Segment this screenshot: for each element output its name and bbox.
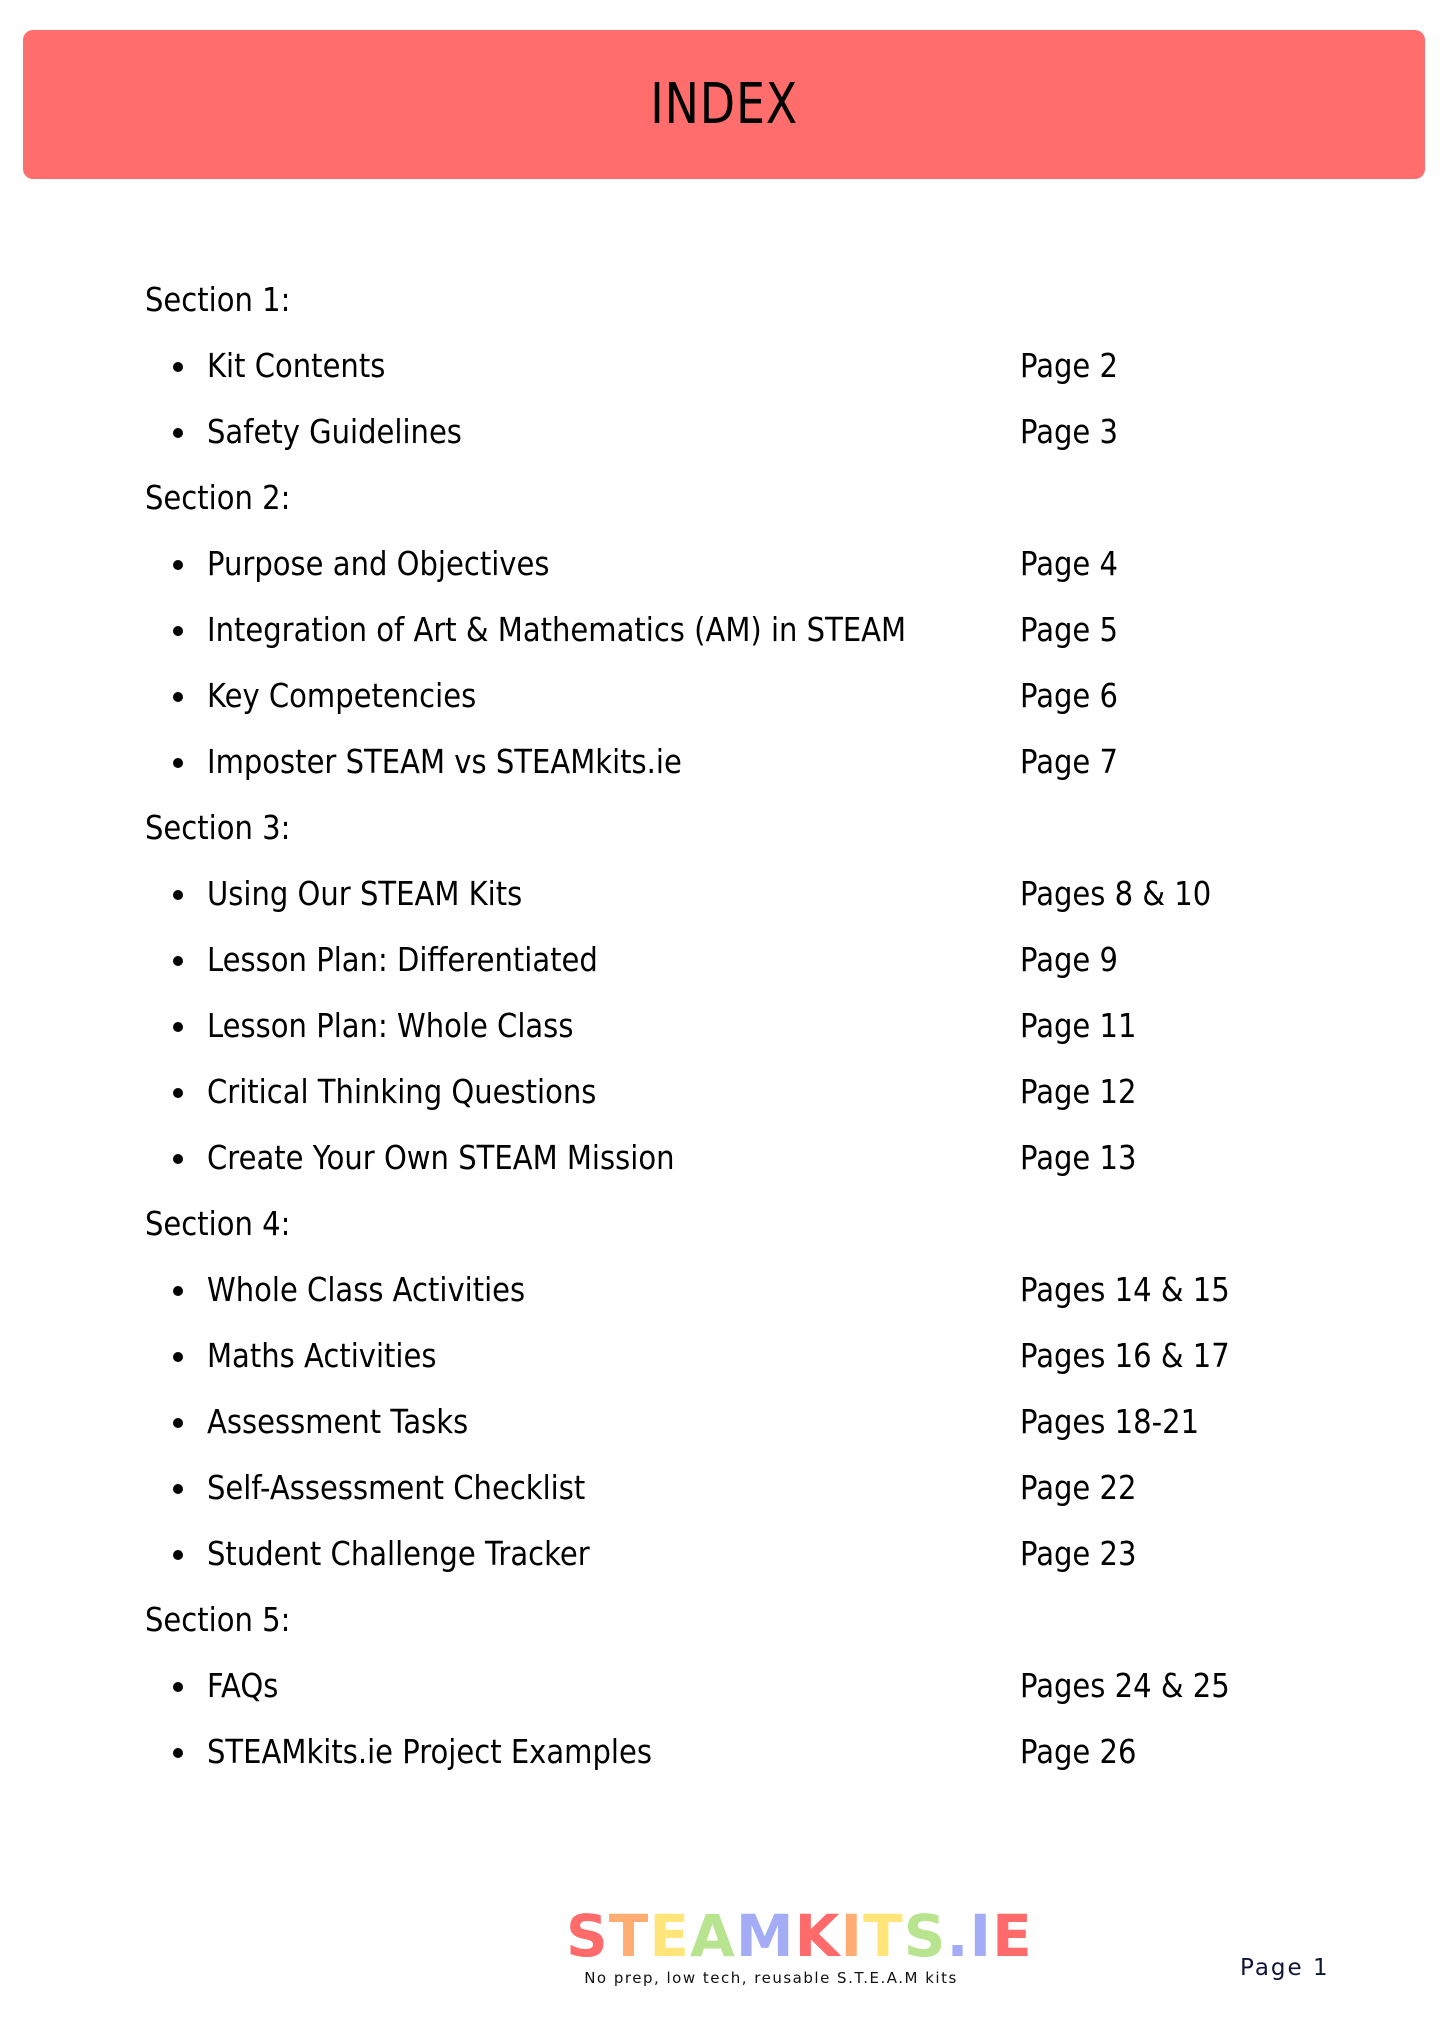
logo-letter: E [992, 1902, 1033, 1970]
toc-entry-title: STEAMkits.ie Project Examples [207, 1732, 652, 1771]
logo-letter: I [969, 1902, 993, 1970]
bullet-icon [173, 1286, 183, 1296]
bullet-icon [173, 956, 183, 966]
toc-entry-page: Page 6 [1020, 676, 1119, 715]
toc-entry-page: Page 13 [1020, 1138, 1137, 1177]
toc-entry [0, 1529, 1445, 1579]
page-title: INDEX [650, 72, 798, 137]
toc-entry [0, 935, 1445, 985]
toc-entry-title: FAQs [207, 1666, 279, 1705]
toc-entry-title: Maths Activities [207, 1336, 437, 1375]
bullet-icon [173, 1484, 183, 1494]
logo-tagline: No prep, low tech, reusable S.T.E.A.M kits [584, 1969, 958, 1987]
toc-entry-title: Whole Class Activities [207, 1270, 526, 1309]
toc-entry-title: Lesson Plan: Whole Class [207, 1006, 574, 1045]
toc-entry [0, 1265, 1445, 1315]
logo-letter: K [794, 1902, 841, 1970]
logo-letter: A [689, 1902, 736, 1970]
toc-entry-title: Purpose and Objectives [207, 544, 550, 583]
logo-letter: T [863, 1902, 904, 1970]
toc-entry-page: Page 12 [1020, 1072, 1137, 1111]
section-heading [0, 275, 1445, 325]
toc-entry-page: Page 3 [1020, 412, 1119, 451]
logo-letter: I [840, 1902, 864, 1970]
toc-entry-page: Pages 16 & 17 [1020, 1336, 1230, 1375]
bullet-icon [173, 362, 183, 372]
toc-entry [0, 539, 1445, 589]
toc-entry-page: Pages 18-21 [1020, 1402, 1200, 1441]
toc-entry [0, 1397, 1445, 1447]
toc-entry [0, 407, 1445, 457]
section-title: Section 1: [145, 280, 291, 319]
toc-entry-page: Page 22 [1020, 1468, 1137, 1507]
toc-entry-page: Pages 24 & 25 [1020, 1666, 1230, 1705]
toc-entry-title: Assessment Tasks [207, 1402, 469, 1441]
toc-entry [0, 1331, 1445, 1381]
toc-entry-title: Key Competencies [207, 676, 477, 715]
logo-letter: . [946, 1902, 970, 1970]
bullet-icon [173, 626, 183, 636]
bullet-icon [173, 1088, 183, 1098]
toc-entry [0, 1067, 1445, 1117]
bullet-icon [173, 1418, 183, 1428]
toc-entry-title: Safety Guidelines [207, 412, 462, 451]
bullet-icon [173, 1748, 183, 1758]
section-title: Section 3: [145, 808, 291, 847]
toc-entry-page: Page 5 [1020, 610, 1119, 649]
section-title: Section 2: [145, 478, 291, 517]
bullet-icon [173, 1550, 183, 1560]
toc-entry-title: Kit Contents [207, 346, 386, 385]
toc-entry-title: Critical Thinking Questions [207, 1072, 597, 1111]
index-header-banner [23, 30, 1425, 179]
page-number: Page 1 [1240, 1955, 1330, 1981]
toc-entry [0, 1001, 1445, 1051]
section-heading [0, 1595, 1445, 1645]
bullet-icon [173, 890, 183, 900]
logo-letter: S [566, 1902, 609, 1970]
section-title: Section 5: [145, 1600, 291, 1639]
toc-entry-page: Pages 8 & 10 [1020, 874, 1212, 913]
toc-entry-page: Page 11 [1020, 1006, 1137, 1045]
logo-letter: T [608, 1902, 650, 1970]
section-heading [0, 473, 1445, 523]
toc-entry [0, 1661, 1445, 1711]
toc-entry-title: Student Challenge Tracker [207, 1534, 590, 1573]
toc-entry [0, 341, 1445, 391]
toc-entry-title: Lesson Plan: Differentiated [207, 940, 598, 979]
section-heading [0, 1199, 1445, 1249]
toc-entry-page: Page 4 [1020, 544, 1119, 583]
toc-entry [0, 1133, 1445, 1183]
toc-entry-title: Imposter STEAM vs STEAMkits.ie [207, 742, 682, 781]
bullet-icon [173, 1154, 183, 1164]
toc-entry [0, 869, 1445, 919]
section-title: Section 4: [145, 1204, 291, 1243]
bullet-icon [173, 692, 183, 702]
toc-entry-title: Using Our STEAM Kits [207, 874, 523, 913]
logo-letter: S [903, 1902, 947, 1970]
section-heading [0, 803, 1445, 853]
toc-entry [0, 737, 1445, 787]
toc-entry [0, 1727, 1445, 1777]
logo-letter: M [735, 1902, 795, 1970]
logo-wordmark [566, 1902, 1033, 1970]
bullet-icon [173, 758, 183, 768]
toc-entry [0, 605, 1445, 655]
toc-entry-page: Page 23 [1020, 1534, 1137, 1573]
steamkits-logo [566, 1902, 1033, 1987]
toc-entry-page: Page 9 [1020, 940, 1119, 979]
toc-entry-page: Pages 14 & 15 [1020, 1270, 1230, 1309]
toc-entry-page: Page 26 [1020, 1732, 1137, 1771]
bullet-icon [173, 1022, 183, 1032]
bullet-icon [173, 560, 183, 570]
toc-entry-page: Page 7 [1020, 742, 1119, 781]
toc-entry-title: Self-Assessment Checklist [207, 1468, 586, 1507]
toc-entry [0, 671, 1445, 721]
bullet-icon [173, 428, 183, 438]
toc-entry-title: Create Your Own STEAM Mission [207, 1138, 675, 1177]
toc-entry [0, 1463, 1445, 1513]
toc-entry-title: Integration of Art & Mathematics (AM) in STEAM [207, 610, 907, 649]
toc-entry-page: Page 2 [1020, 346, 1119, 385]
bullet-icon [173, 1682, 183, 1692]
logo-letter: E [649, 1902, 690, 1970]
bullet-icon [173, 1352, 183, 1362]
